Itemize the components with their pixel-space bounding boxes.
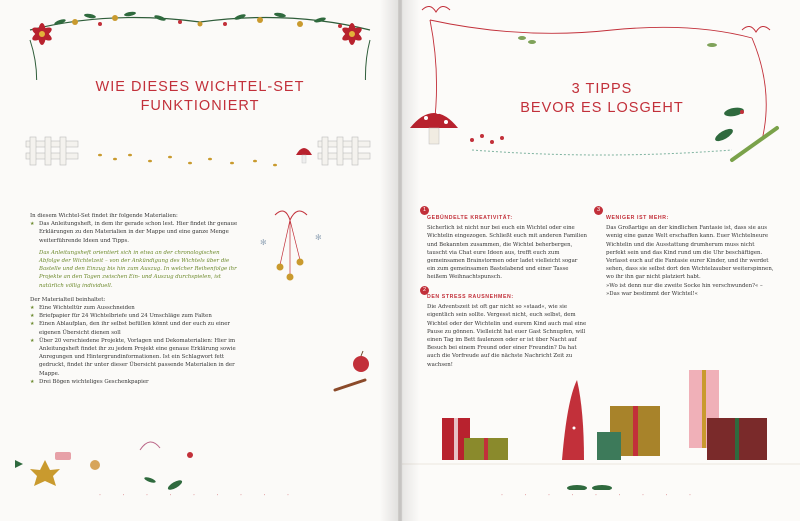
presents-illustration xyxy=(402,370,800,490)
tip-3 xyxy=(606,214,774,298)
tip-body: Sicherlich ist nicht nur bei euch ein Wichtel oder eine Wichtelin eingezogen. Schließt euch mit anderen Familien und Bekannten zusammen, die Wichtel beherbergen, tauscht via Chat eure Ideen aus, trefft euch zum gemeinsamen Brainstormen oder ladet vielleicht sogar ein zum gemeinsamen Bastelabend und einer Tasse heißem Weihnachtspunsch. xyxy=(427,225,587,281)
tip-heading: WENIGER IST MEHR: xyxy=(606,215,669,221)
garland-decoration xyxy=(0,0,398,80)
tip-1 xyxy=(427,214,587,282)
material-item: ★ Eine Wichteltür zum Ausschneiden xyxy=(30,304,242,312)
svg-text:✻: ✻ xyxy=(260,238,267,247)
left-text-block xyxy=(30,212,242,386)
note-text: Das Anleitungsheft orientiert sich in etwa an der chronologischen Abfolge der Wichtelzeit – von der Ankündigung des Wichtels über die Bastelle und den Einzug bis hin zum Auszug. In welcher Reihenfolge ihr Projekte an den Tagen zwischen Ein- und Auszug durchspielen, ist natürlich völlig individuell. xyxy=(39,249,237,289)
left-page xyxy=(0,0,398,521)
tip-number-badge: 3 xyxy=(594,206,603,215)
intro-text: In diesem Wichtel-Set findet ihr folgende Materialien: xyxy=(30,213,178,219)
right-page xyxy=(402,0,800,521)
tip-number-badge: 2 xyxy=(420,286,429,295)
material-item: ★ Drei Bögen wichteliges Geschenkpapier xyxy=(30,378,242,386)
tip-body: Die Adventszeit ist oft gar nicht so »staad«, wie sie eigentlich sein sollte. Vergesst nicht, euch selbst, dem Wichtel oder der Wichtelin und eurem Kind auch mal eine Pause zu gönnen. Vielleicht hat euer Gast Schnupfen, will einen Tag im Bett faulenzen oder er ist über Nacht auf Besuch bei einem Freund oder einer Freundin? Da hat auch die Vorfreude auf die nächste Nachricht Zeit zu wachsen! xyxy=(427,304,587,368)
tip-body: Das Großartige an der kindlichen Fantasie ist, dass sie aus wenig eine ganze Welt erschaffen kann. Euer Wichtelneure Wichtelin und die Ausstattung drumherum muss nicht perfekt sein und das Kind rund um die Uhr beschäftigen. Verlasst euch auf die Fantasie eurer Kinder, und ihr werdet sehen, dass sie selbst dort den Wichtelzauber weiterspinnen, wo ihr ihn gar nicht platziert habt. xyxy=(606,225,774,281)
left-page-dots: · · · · · · · · · xyxy=(99,493,299,499)
material-item: ★ Briefpapier für 24 Wichtelbriefe und 24 Umschläge zum Falten xyxy=(30,312,242,320)
tip-heading: DEN STRESS RAUSNEHMEN: xyxy=(427,294,514,300)
material-item: ★ Über 20 verschiedene Projekte, Vorlagen und Dekomaterialien: Hier im Anleitungsheft findet ihr zu jedem Projekt eine genaue Erklärung sowie Anregungen und Hintergrundinformationen. Ist ein Schlagwort fett gedruckt, findet ihr unter dieser Übersicht passende Materialien in der Mappe. xyxy=(30,337,242,378)
bullet-item: ★ Das Anleitungsheft, in dem ihr gerade schon lest. Hier findet ihr genaue Erklärungen zu den Materialien in der Mappe und eine ganze Menge weiterführende Ideen und Tipps. xyxy=(30,220,242,245)
tip-2 xyxy=(427,293,587,369)
tip-heading: GEBÜNDELTE KREATIVITÄT: xyxy=(427,215,513,221)
svg-text:✻: ✻ xyxy=(315,233,322,242)
right-page-title: 3 TIPPS BEVOR ES LOSGEHT xyxy=(520,81,684,116)
fence-decoration xyxy=(0,135,398,185)
tip-number-badge: 1 xyxy=(420,206,429,215)
tip-quote: »Wo ist denn nur die zweite Socke hin verschwunden?« – »Das war bestimmt der Wichtel!« xyxy=(606,282,763,297)
left-page-title: WIE DIESES WICHTEL-SET FUNKTIONIERT xyxy=(95,79,305,114)
material-item: ★ Einen Ablaufplan, den ihr selbst befüllen könnt und der euch zu einer eigenen Übersicht dienen soll xyxy=(30,320,242,336)
apple-illustration xyxy=(325,340,385,400)
material-heading: Der Materialteil beinhaltet: xyxy=(30,296,106,303)
right-page-dots: · · · · · · · · · xyxy=(501,493,701,499)
bells-illustration xyxy=(255,205,335,285)
